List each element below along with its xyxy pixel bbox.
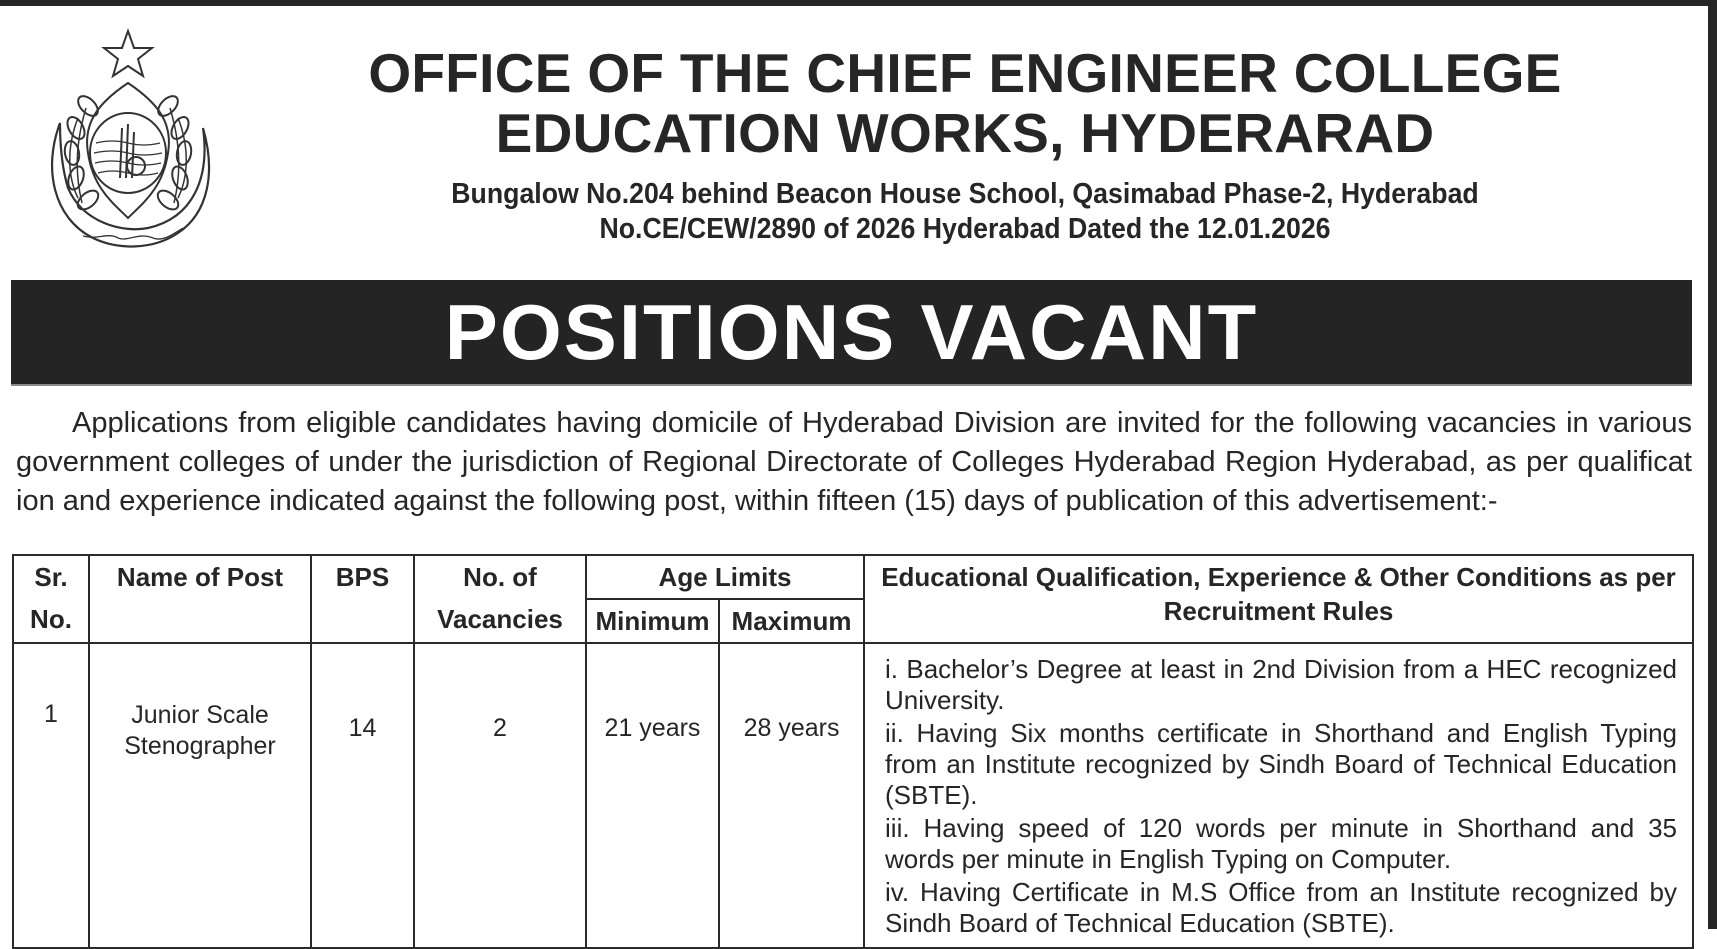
header-sr-line1: Sr. bbox=[34, 562, 68, 592]
cell-post-line2: Stenographer bbox=[124, 732, 276, 760]
cell-post-line1: Junior Scale bbox=[131, 701, 269, 729]
banner-title: POSITIONS VACANT bbox=[444, 288, 1259, 376]
reference-number-date: No.CE/CEW/2890 of 2026 Hyderabad Dated the 12.01.2026 bbox=[599, 213, 1331, 245]
intro-text: Applications from eligible candidates having domicile of Hyderabad Division are invited for the following vacancies in various government colleges of under the jurisdiction of Regional Directorate of Colleges Hyderabad Region Hyderabad, as per qualificat ion and experience indicated against the following post, within fifteen (15) days of publication of this advertisement:- bbox=[16, 407, 1692, 517]
header-age-limits: Age Limits bbox=[586, 555, 864, 599]
condition-item: ii. Having Six months certificate in Shorthand and English Typing from an Institute recognized by Sindh Board of Technical Education (SBTE). bbox=[885, 718, 1678, 810]
header-vac-line1: No. of bbox=[463, 562, 537, 592]
header-age-maximum: Maximum bbox=[719, 599, 864, 643]
header-bps: BPS bbox=[311, 555, 414, 643]
cell-post bbox=[89, 643, 311, 948]
condition-item: iv. Having Certificate in M.S Office from an Institute recognized by Sindh Board of Technical Education (SBTE). bbox=[885, 877, 1678, 938]
condition-item: iii. Having speed of 120 words per minute in Shorthand and 35 words per minute in English Typing on Computer. bbox=[885, 813, 1678, 874]
office-title-line-2: EDUCATION WORKS, HYDERARAD bbox=[495, 102, 1435, 164]
vacancies-table bbox=[12, 554, 1694, 949]
header-vac-line2: Vacancies bbox=[437, 604, 563, 634]
office-title-line-1: OFFICE OF THE CHIEF ENGINEER COLLEGE bbox=[368, 42, 1562, 104]
cell-vacancies: 2 bbox=[414, 643, 586, 948]
condition-item: i. Bachelor’s Degree at least in 2nd Division from a HEC recognized University. bbox=[885, 654, 1678, 715]
header-sr-line2: No. bbox=[30, 604, 72, 634]
header-sr-no bbox=[13, 555, 89, 643]
cell-conditions bbox=[864, 643, 1693, 948]
office-address: Bungalow No.204 behind Beacon House School, Qasimabad Phase-2, Hyderabad bbox=[451, 178, 1479, 210]
page-top-border bbox=[0, 0, 1717, 6]
page-right-border bbox=[1708, 0, 1717, 929]
header-no-of-vacancies bbox=[414, 555, 586, 643]
positions-vacant-banner bbox=[11, 280, 1692, 386]
header-age-minimum: Minimum bbox=[586, 599, 719, 643]
cell-age-max: 28 years bbox=[719, 643, 864, 948]
header-name-of-post: Name of Post bbox=[89, 555, 311, 643]
cell-age-min: 21 years bbox=[586, 643, 719, 948]
cell-sr: 1 bbox=[13, 643, 89, 948]
table-row bbox=[13, 643, 1693, 948]
intro-paragraph bbox=[16, 404, 1692, 521]
header-conditions: Educational Qualification, Experience & Other Conditions as per Recruitment Rules bbox=[864, 555, 1693, 643]
government-emblem-icon bbox=[38, 28, 218, 253]
cell-bps: 14 bbox=[311, 643, 414, 948]
